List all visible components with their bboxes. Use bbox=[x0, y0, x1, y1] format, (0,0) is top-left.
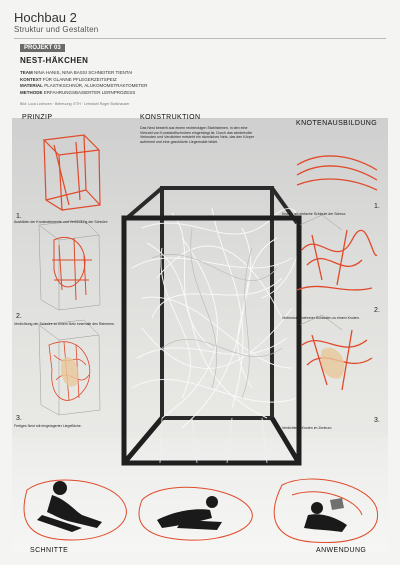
prinzip-step-3-num: 3. bbox=[16, 415, 22, 422]
section-anwendung: ANWENDUNG bbox=[316, 547, 367, 554]
meta-line: MATERIAL PLASTIKSCHNÜR, ALUKOMOMSTRAKTOMETER bbox=[20, 83, 148, 88]
section-prinzip: PRINZIP bbox=[22, 114, 53, 121]
prinzip-step-2-num: 2. bbox=[16, 313, 22, 320]
knoten-column bbox=[282, 130, 386, 440]
knoten-step-2-text: Verbindung mehrerer Schlaufen zu einem Knoten. bbox=[282, 316, 360, 320]
prinzip-step-1-num: 1. bbox=[16, 213, 22, 220]
knoten-step-2-num: 2. bbox=[374, 307, 380, 314]
prinzip-diagrams bbox=[14, 130, 124, 440]
prinzip-step-2-text: Verdichtung der Schnüre zu einem Netz innerhalb des Rahmens. bbox=[14, 322, 115, 326]
credits-line: Bild: Luca Lorenzen · Betreuung: ETH · Lehrstuhl Roger Boltshauser bbox=[20, 102, 130, 106]
section-knotenausbildung: KNOTENAUSBILDUNG bbox=[296, 120, 378, 127]
knoten-step-1-num: 1. bbox=[374, 203, 380, 210]
knoten-step-3-text: Verdichteter Knoten im Zentrum. bbox=[282, 426, 333, 430]
project-meta bbox=[20, 70, 280, 96]
prinzip-step-3-text: Fertiges Nest mit eingelagerter Liegefläche. bbox=[14, 424, 82, 428]
prinzip-column bbox=[14, 130, 124, 440]
meta-line: METHODE ERFAHRUNGSBASIERTER LERNPROZESS bbox=[20, 89, 136, 95]
section-konstruktion: KONSTRUKTION bbox=[140, 114, 201, 121]
header-divider bbox=[14, 38, 386, 39]
konstruktion-text bbox=[140, 126, 258, 144]
konstruktion-paragraph: Das Nest besteht aus einem rechteckigen Stahlrahmen, in den eine Vielzahl von Kunststoffschnüren eingehängt ist. Durch das wiederholte Verknoten und Verdichten entsteht ein räumliches Netz, das den Körper aufnimmt und eine geschützte Liegemulde bildet. bbox=[140, 126, 255, 144]
prinzip-step-1-text: Ausbilden der Knotenelemente und Verbindung der Schnüre. bbox=[14, 220, 109, 224]
course-title: Hochbau 2 bbox=[14, 10, 77, 25]
meta-line: KONTEXT FÜR GLANNE PFLEGERZEITSPEIZ bbox=[20, 76, 117, 82]
knoten-diagrams bbox=[282, 130, 386, 440]
schnitte-strip bbox=[12, 470, 388, 546]
meta-line: TEAM NINA HANIS, NINA BASSI SCHNEITER TIENTAI bbox=[20, 70, 133, 75]
section-schnitte: SCHNITTE bbox=[30, 547, 69, 554]
schnitte-illustrations bbox=[12, 470, 388, 546]
knoten-step-3-num: 3. bbox=[374, 417, 380, 424]
course-subtitle: Struktur und Gestalten bbox=[14, 25, 99, 34]
knoten-step-1-text: Knoten als einfache Schlaufe der Schnur. bbox=[282, 212, 347, 216]
project-title: NEST-HÄKCHEN bbox=[20, 56, 89, 65]
project-badge: PROJEKT 03 bbox=[20, 44, 65, 52]
